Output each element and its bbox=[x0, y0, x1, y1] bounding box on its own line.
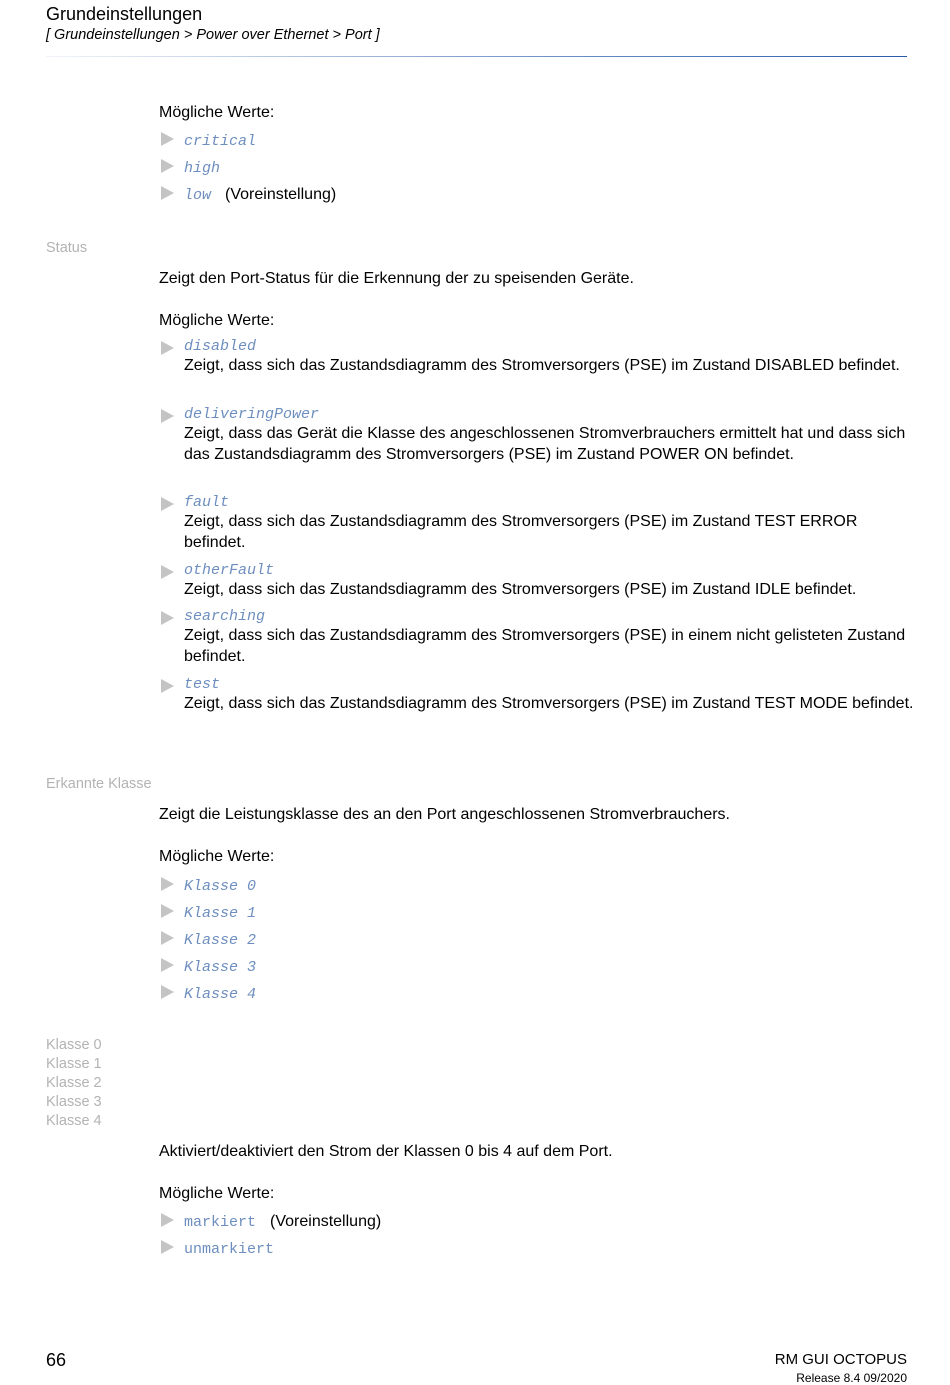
status-value-otherfault bbox=[159, 561, 919, 600]
priority-values-list bbox=[159, 128, 919, 209]
bullet-triangle-icon bbox=[161, 1213, 174, 1227]
value-code: searching bbox=[184, 608, 266, 625]
list-item bbox=[159, 182, 919, 209]
value-code: Klasse 3 bbox=[184, 959, 257, 976]
default-note: (Voreinstellung) bbox=[270, 1213, 382, 1230]
list-item bbox=[159, 900, 919, 927]
list-item bbox=[159, 981, 919, 1008]
list-item bbox=[159, 561, 919, 600]
bullet-triangle-icon bbox=[161, 877, 174, 891]
bullet-triangle-icon bbox=[161, 565, 174, 579]
list-item bbox=[159, 1236, 919, 1263]
value-code: unmarkiert bbox=[184, 1241, 275, 1258]
status-value-test bbox=[159, 675, 919, 714]
bullet-triangle-icon bbox=[161, 904, 174, 918]
detected-class-values-label: Mögliche Werte: bbox=[159, 848, 275, 865]
detected-class-description: Zeigt die Leistungsklasse des an den Port angeschlossenen Stromverbrauchers. bbox=[159, 806, 730, 823]
class-0-label: Klasse 0 bbox=[46, 1037, 102, 1053]
value-code: Klasse 0 bbox=[184, 878, 257, 895]
status-value-deliveringpower bbox=[159, 405, 919, 465]
value-description: Zeigt, dass sich das Zustandsdiagramm des Stromversorgers (PSE) im Zustand TEST MODE befindet. bbox=[184, 695, 914, 712]
value-code: Klasse 2 bbox=[184, 932, 257, 949]
class-2-label: Klasse 2 bbox=[46, 1075, 102, 1091]
breadcrumb: [ Grundeinstellungen > Power over Ethernet > Port ] bbox=[46, 27, 380, 43]
value-code: critical bbox=[184, 133, 257, 150]
list-item bbox=[159, 873, 919, 900]
value-code: fault bbox=[184, 494, 230, 511]
value-code: otherFault bbox=[184, 562, 275, 579]
page-number: 66 bbox=[46, 1350, 67, 1370]
header-divider bbox=[46, 56, 907, 57]
list-item bbox=[159, 1209, 919, 1236]
document-title: RM GUI OCTOPUS bbox=[774, 1351, 907, 1368]
value-code: Klasse 1 bbox=[184, 905, 257, 922]
class-1-label: Klasse 1 bbox=[46, 1056, 102, 1072]
detected-class-label: Erkannte Klasse bbox=[46, 776, 152, 792]
bullet-triangle-icon bbox=[161, 958, 174, 972]
release-info: Release 8.4 09/2020 bbox=[796, 1371, 907, 1385]
classes-values-list bbox=[159, 1209, 919, 1263]
page-header-title: Grundeinstellungen bbox=[46, 4, 203, 24]
list-item bbox=[159, 128, 919, 155]
list-item bbox=[159, 155, 919, 182]
bullet-triangle-icon bbox=[161, 132, 174, 146]
status-value-fault bbox=[159, 493, 919, 553]
class-3-label: Klasse 3 bbox=[46, 1094, 102, 1110]
list-item bbox=[159, 675, 919, 714]
value-code: deliveringPower bbox=[184, 406, 320, 423]
value-code: disabled bbox=[184, 338, 257, 355]
detected-class-values-list bbox=[159, 873, 919, 1008]
status-value-searching bbox=[159, 607, 919, 667]
value-description: Zeigt, dass sich das Zustandsdiagramm des Stromversorgers (PSE) im Zustand DISABLED befindet. bbox=[184, 357, 900, 374]
bullet-triangle-icon bbox=[161, 985, 174, 999]
value-description: Zeigt, dass sich das Zustandsdiagramm des Stromversorgers (PSE) in einem nicht gelisteten Zustand befindet. bbox=[184, 627, 906, 665]
bullet-triangle-icon bbox=[161, 186, 174, 200]
bullet-triangle-icon bbox=[161, 409, 174, 423]
bullet-triangle-icon bbox=[161, 159, 174, 173]
classes-description: Aktiviert/deaktiviert den Strom der Klassen 0 bis 4 auf dem Port. bbox=[159, 1143, 613, 1160]
value-code: high bbox=[184, 160, 221, 177]
list-item bbox=[159, 405, 919, 465]
bullet-triangle-icon bbox=[161, 611, 174, 625]
value-description: Zeigt, dass sich das Zustandsdiagramm des Stromversorgers (PSE) im Zustand IDLE befindet. bbox=[184, 581, 857, 598]
status-description: Zeigt den Port-Status für die Erkennung der zu speisenden Geräte. bbox=[159, 270, 634, 287]
list-item bbox=[159, 607, 919, 667]
list-item bbox=[159, 927, 919, 954]
value-description: Zeigt, dass sich das Zustandsdiagramm des Stromversorgers (PSE) im Zustand TEST ERROR befindet. bbox=[184, 513, 858, 551]
value-code: low bbox=[184, 187, 212, 204]
value-code: test bbox=[184, 676, 221, 693]
bullet-triangle-icon bbox=[161, 1240, 174, 1254]
list-item bbox=[159, 954, 919, 981]
classes-values-label: Mögliche Werte: bbox=[159, 1185, 275, 1202]
status-label: Status bbox=[46, 240, 88, 256]
list-item bbox=[159, 493, 919, 553]
default-note: (Voreinstellung) bbox=[225, 186, 337, 203]
status-value-disabled bbox=[159, 337, 919, 376]
bullet-triangle-icon bbox=[161, 931, 174, 945]
bullet-triangle-icon bbox=[161, 341, 174, 355]
class-4-label: Klasse 4 bbox=[46, 1113, 102, 1129]
value-code: Klasse 4 bbox=[184, 986, 257, 1003]
priority-values-label: Mögliche Werte: bbox=[159, 104, 275, 121]
bullet-triangle-icon bbox=[161, 679, 174, 693]
value-description: Zeigt, dass das Gerät die Klasse des angeschlossenen Stromverbrauchers ermittelt hat und dass sich das Zustandsdiagramm des Stromversorgers (PSE) im Zustand POWER ON befindet. bbox=[184, 425, 906, 463]
status-values-label: Mögliche Werte: bbox=[159, 312, 275, 329]
list-item bbox=[159, 337, 919, 376]
bullet-triangle-icon bbox=[161, 497, 174, 511]
value-code: markiert bbox=[184, 1214, 257, 1231]
